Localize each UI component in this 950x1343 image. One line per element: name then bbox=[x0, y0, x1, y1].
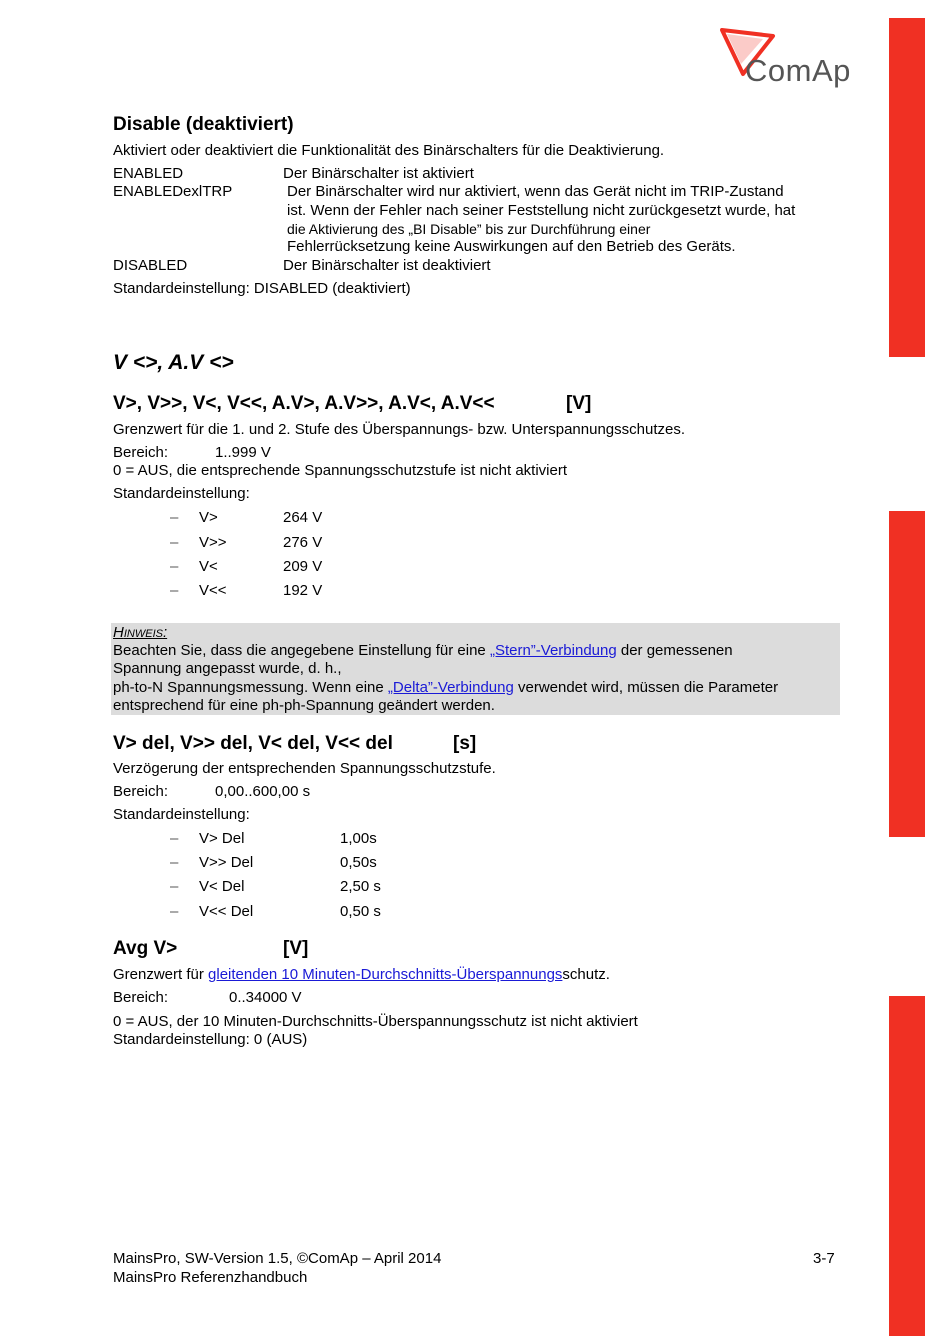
default-name: V>> bbox=[199, 534, 227, 551]
logo-text: ComAp bbox=[745, 53, 851, 88]
default-name: V< bbox=[199, 558, 218, 575]
avg-range-value: 0..34000 V bbox=[229, 989, 302, 1006]
footer-line-2: MainsPro Referenzhandbuch bbox=[113, 1269, 308, 1286]
avg-description bbox=[113, 966, 610, 984]
avg-off-note: 0 = AUS, der 10 Minuten-Durchschnitts-Überspannungsschutz ist nicht aktiviert bbox=[113, 1013, 638, 1030]
note-line-2: Spannung angepasst wurde, d. h., bbox=[113, 660, 342, 677]
note-line-3-post: verwendet wird, müssen die Parameter bbox=[513, 679, 779, 696]
default-value: 264 V bbox=[283, 509, 323, 526]
disable-default: Standardeinstellung: DISABLED (deaktiviert) bbox=[113, 280, 411, 297]
avg-range-label: Bereich: bbox=[113, 989, 169, 1006]
side-tab-bottom bbox=[889, 996, 925, 1336]
option-name-enabledexltrp: ENABLEDexlTRP bbox=[113, 183, 233, 200]
option-desc-enabledexltrp-2: ist. Wenn der Fehler nach seiner Feststellung nicht zurückgesetzt wurde, hat bbox=[287, 202, 796, 219]
delay-value: 0,50s bbox=[340, 854, 377, 871]
note-title bbox=[113, 624, 167, 643]
list-dash: – bbox=[170, 558, 179, 575]
avg-heading: Avg V> bbox=[113, 938, 178, 959]
section-v-heading: V <>, A.V <> bbox=[113, 351, 234, 374]
delay-name: V> Del bbox=[199, 830, 245, 847]
disable-description: Aktiviert oder deaktiviert die Funktionalität des Binärschalters für die Deaktivierung. bbox=[113, 142, 665, 159]
disable-heading: Disable (deaktiviert) bbox=[113, 114, 294, 135]
delay-name: V< Del bbox=[199, 878, 245, 895]
footer-line-1: MainsPro, SW-Version 1.5, ©ComAp – April 2014 bbox=[113, 1250, 442, 1267]
default-value: 276 V bbox=[283, 534, 323, 551]
thresholds-off-note: 0 = AUS, die entsprechende Spannungsschutzstufe ist nicht aktiviert bbox=[113, 462, 568, 479]
delays-heading: V> del, V>> del, V< del, V<< del bbox=[113, 733, 393, 754]
note-title-first: H bbox=[113, 624, 124, 641]
option-name-enabled: ENABLED bbox=[113, 165, 184, 182]
avg-desc-pre: Grenzwert für bbox=[113, 966, 209, 983]
default-value: 209 V bbox=[283, 558, 323, 575]
note-title-colon: : bbox=[162, 624, 168, 641]
option-desc-enabledexltrp-3: die Aktivierung des „BI Disable” bis zur Durchführung einer bbox=[287, 221, 651, 237]
delays-range-value: 0,00..600,00 s bbox=[215, 783, 311, 800]
option-name-disabled: DISABLED bbox=[113, 257, 188, 274]
list-dash: – bbox=[170, 830, 179, 847]
side-tab-top bbox=[889, 18, 925, 357]
avg-overvoltage-link[interactable]: gleitenden 10 Minuten-Durchschnitts-Überspannungs bbox=[208, 966, 563, 983]
default-name: V<< bbox=[199, 582, 227, 599]
side-tab-middle bbox=[889, 511, 925, 837]
list-dash: – bbox=[170, 903, 179, 920]
default-name: V> bbox=[199, 509, 218, 526]
delay-value: 0,50 s bbox=[340, 903, 381, 920]
stern-link[interactable]: „Stern”-Verbindung bbox=[489, 642, 617, 659]
delta-link[interactable]: „Delta”-Verbindung bbox=[387, 679, 514, 696]
option-desc-enabled: Der Binärschalter ist aktiviert bbox=[283, 165, 474, 182]
note-line-1 bbox=[113, 642, 733, 660]
delays-range-label: Bereich: bbox=[113, 783, 169, 800]
thresholds-range-label: Bereich: bbox=[113, 444, 169, 461]
delays-default-label: Standardeinstellung: bbox=[113, 806, 250, 823]
list-dash: – bbox=[170, 582, 179, 599]
delay-value: 1,00s bbox=[340, 830, 377, 847]
thresholds-range-value: 1..999 V bbox=[215, 444, 271, 461]
note-line-1-post: der gemessenen bbox=[616, 642, 733, 659]
note-line-3 bbox=[113, 679, 778, 697]
thresholds-heading: V>, V>>, V<, V<<, A.V>, A.V>>, A.V<, A.V<< bbox=[113, 393, 495, 414]
avg-unit: [V] bbox=[283, 938, 309, 959]
delay-value: 2,50 s bbox=[340, 878, 381, 895]
list-dash: – bbox=[170, 878, 179, 895]
note-line-4: entsprechend für eine ph-ph-Spannung geändert werden. bbox=[113, 697, 495, 714]
option-desc-enabledexltrp-1: Der Binärschalter wird nur aktiviert, wenn das Gerät nicht im TRIP-Zustand bbox=[287, 183, 784, 200]
delay-name: V>> Del bbox=[199, 854, 254, 871]
option-desc-enabledexltrp-4: Fehlerrücksetzung keine Auswirkungen auf den Betrieb des Geräts. bbox=[287, 238, 736, 255]
thresholds-default-label: Standardeinstellung: bbox=[113, 485, 250, 502]
list-dash: – bbox=[170, 534, 179, 551]
note-line-1-pre: Beachten Sie, dass die angegebene Einstellung für eine bbox=[113, 642, 490, 659]
note-title-rest: INWEIS bbox=[123, 628, 163, 640]
default-value: 192 V bbox=[283, 582, 323, 599]
avg-default: Standardeinstellung: 0 (AUS) bbox=[113, 1031, 308, 1048]
list-dash: – bbox=[170, 854, 179, 871]
list-dash: – bbox=[170, 509, 179, 526]
option-desc-disabled: Der Binärschalter ist deaktiviert bbox=[283, 257, 491, 274]
thresholds-unit: [V] bbox=[566, 393, 592, 414]
note-line-3-pre: ph-to-N Spannungsmessung. Wenn eine bbox=[113, 679, 388, 696]
thresholds-description: Grenzwert für die 1. und 2. Stufe des Überspannungs- bzw. Unterspannungsschutzes. bbox=[113, 421, 685, 438]
delay-name: V<< Del bbox=[199, 903, 254, 920]
avg-desc-post: schutz. bbox=[562, 966, 610, 983]
delays-description: Verzögerung der entsprechenden Spannungsschutzstufe. bbox=[113, 760, 496, 777]
delays-unit: [s] bbox=[453, 733, 477, 754]
footer-page-number: 3-7 bbox=[813, 1250, 835, 1267]
